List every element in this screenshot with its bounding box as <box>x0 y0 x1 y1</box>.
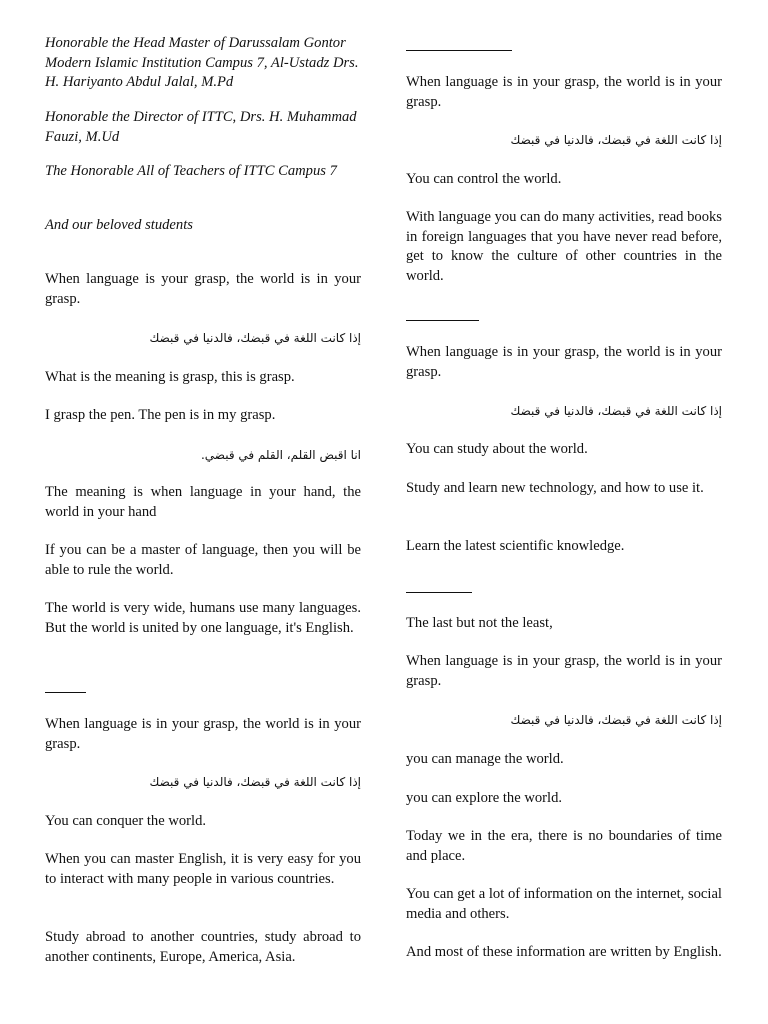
arabic-quote: إذا كانت اللغة في قبضك، فالدنيا في قبضك <box>510 713 722 727</box>
paragraph: You can conquer the world. <box>45 813 207 829</box>
salutation-headmaster: Honorable the Head Master of Darussalam Gontor Modern Islamic Institution Campus 7, Al-Ustadz Drs. H. Hariyanto Abdul Jalal, M.Pd <box>45 35 359 90</box>
paragraph: Today we in the era, there is no boundaries of time and place. <box>406 828 722 864</box>
paragraph: When language is your grasp, the world is in your grasp. <box>45 271 361 307</box>
arabic-quote: إذا كانت اللغة في قبضك، فالدنيا في قبضك <box>149 775 361 789</box>
paragraph: you can explore the world. <box>406 790 563 806</box>
paragraph: When language is in your grasp, the world is in your grasp. <box>406 74 722 110</box>
paragraph: You can study about the world. <box>406 441 588 457</box>
section-divider <box>45 692 86 693</box>
paragraph: you can manage the world. <box>406 751 564 767</box>
paragraph: I grasp the pen. The pen is in my grasp. <box>45 407 276 423</box>
paragraph: When language is in your grasp, the world is in your grasp. <box>406 653 722 689</box>
salutation-students: And our beloved students <box>45 217 193 233</box>
paragraph: The meaning is when language in your hand, the world in your hand <box>45 484 361 520</box>
paragraph: The world is very wide, humans use many languages. But the world is united by one language, it's English. <box>45 600 361 636</box>
paragraph: When you can master English, it is very easy for you to interact with many people in various countries. <box>45 851 361 887</box>
paragraph: And most of these information are written by English. <box>406 944 722 960</box>
paragraph: Learn the latest scientific knowledge. <box>406 538 625 554</box>
salutation-teachers: The Honorable All of Teachers of ITTC Campus 7 <box>45 163 337 179</box>
paragraph: The last but not the least, <box>406 615 553 631</box>
paragraph: When language is in your grasp, the world is in your grasp. <box>45 716 361 752</box>
arabic-quote: إذا كانت اللغة في قبضك، فالدنيا في قبضك <box>510 133 722 147</box>
paragraph: Study and learn new technology, and how to use it. <box>406 480 704 496</box>
section-divider <box>406 320 479 321</box>
arabic-quote: انا اقبض القلم، القلم في قبضي. <box>200 448 361 462</box>
paragraph: What is the meaning is grasp, this is grasp. <box>45 369 295 385</box>
arabic-quote: إذا كانت اللغة في قبضك، فالدنيا في قبضك <box>510 404 722 418</box>
paragraph: If you can be a master of language, then you will be able to rule the world. <box>45 542 361 578</box>
salutation-director: Honorable the Director of ITTC, Drs. H. Muhammad Fauzi, M.Ud <box>45 109 357 145</box>
section-divider <box>406 592 472 593</box>
paragraph: When language is in your grasp, the world is in your grasp. <box>406 344 722 380</box>
paragraph: Study abroad to another countries, study abroad to another continents, Europe, America, Asia. <box>45 929 361 965</box>
paragraph: You can get a lot of information on the internet, social media and others. <box>406 886 722 922</box>
section-divider <box>406 50 512 51</box>
arabic-quote: إذا كانت اللغة في قبضك، فالدنيا في قبضك <box>149 331 361 345</box>
paragraph: With language you can do many activities, read books in foreign languages that you have never read before, get to know the culture of other countries in the world. <box>406 209 722 284</box>
paragraph: You can control the world. <box>406 171 562 187</box>
